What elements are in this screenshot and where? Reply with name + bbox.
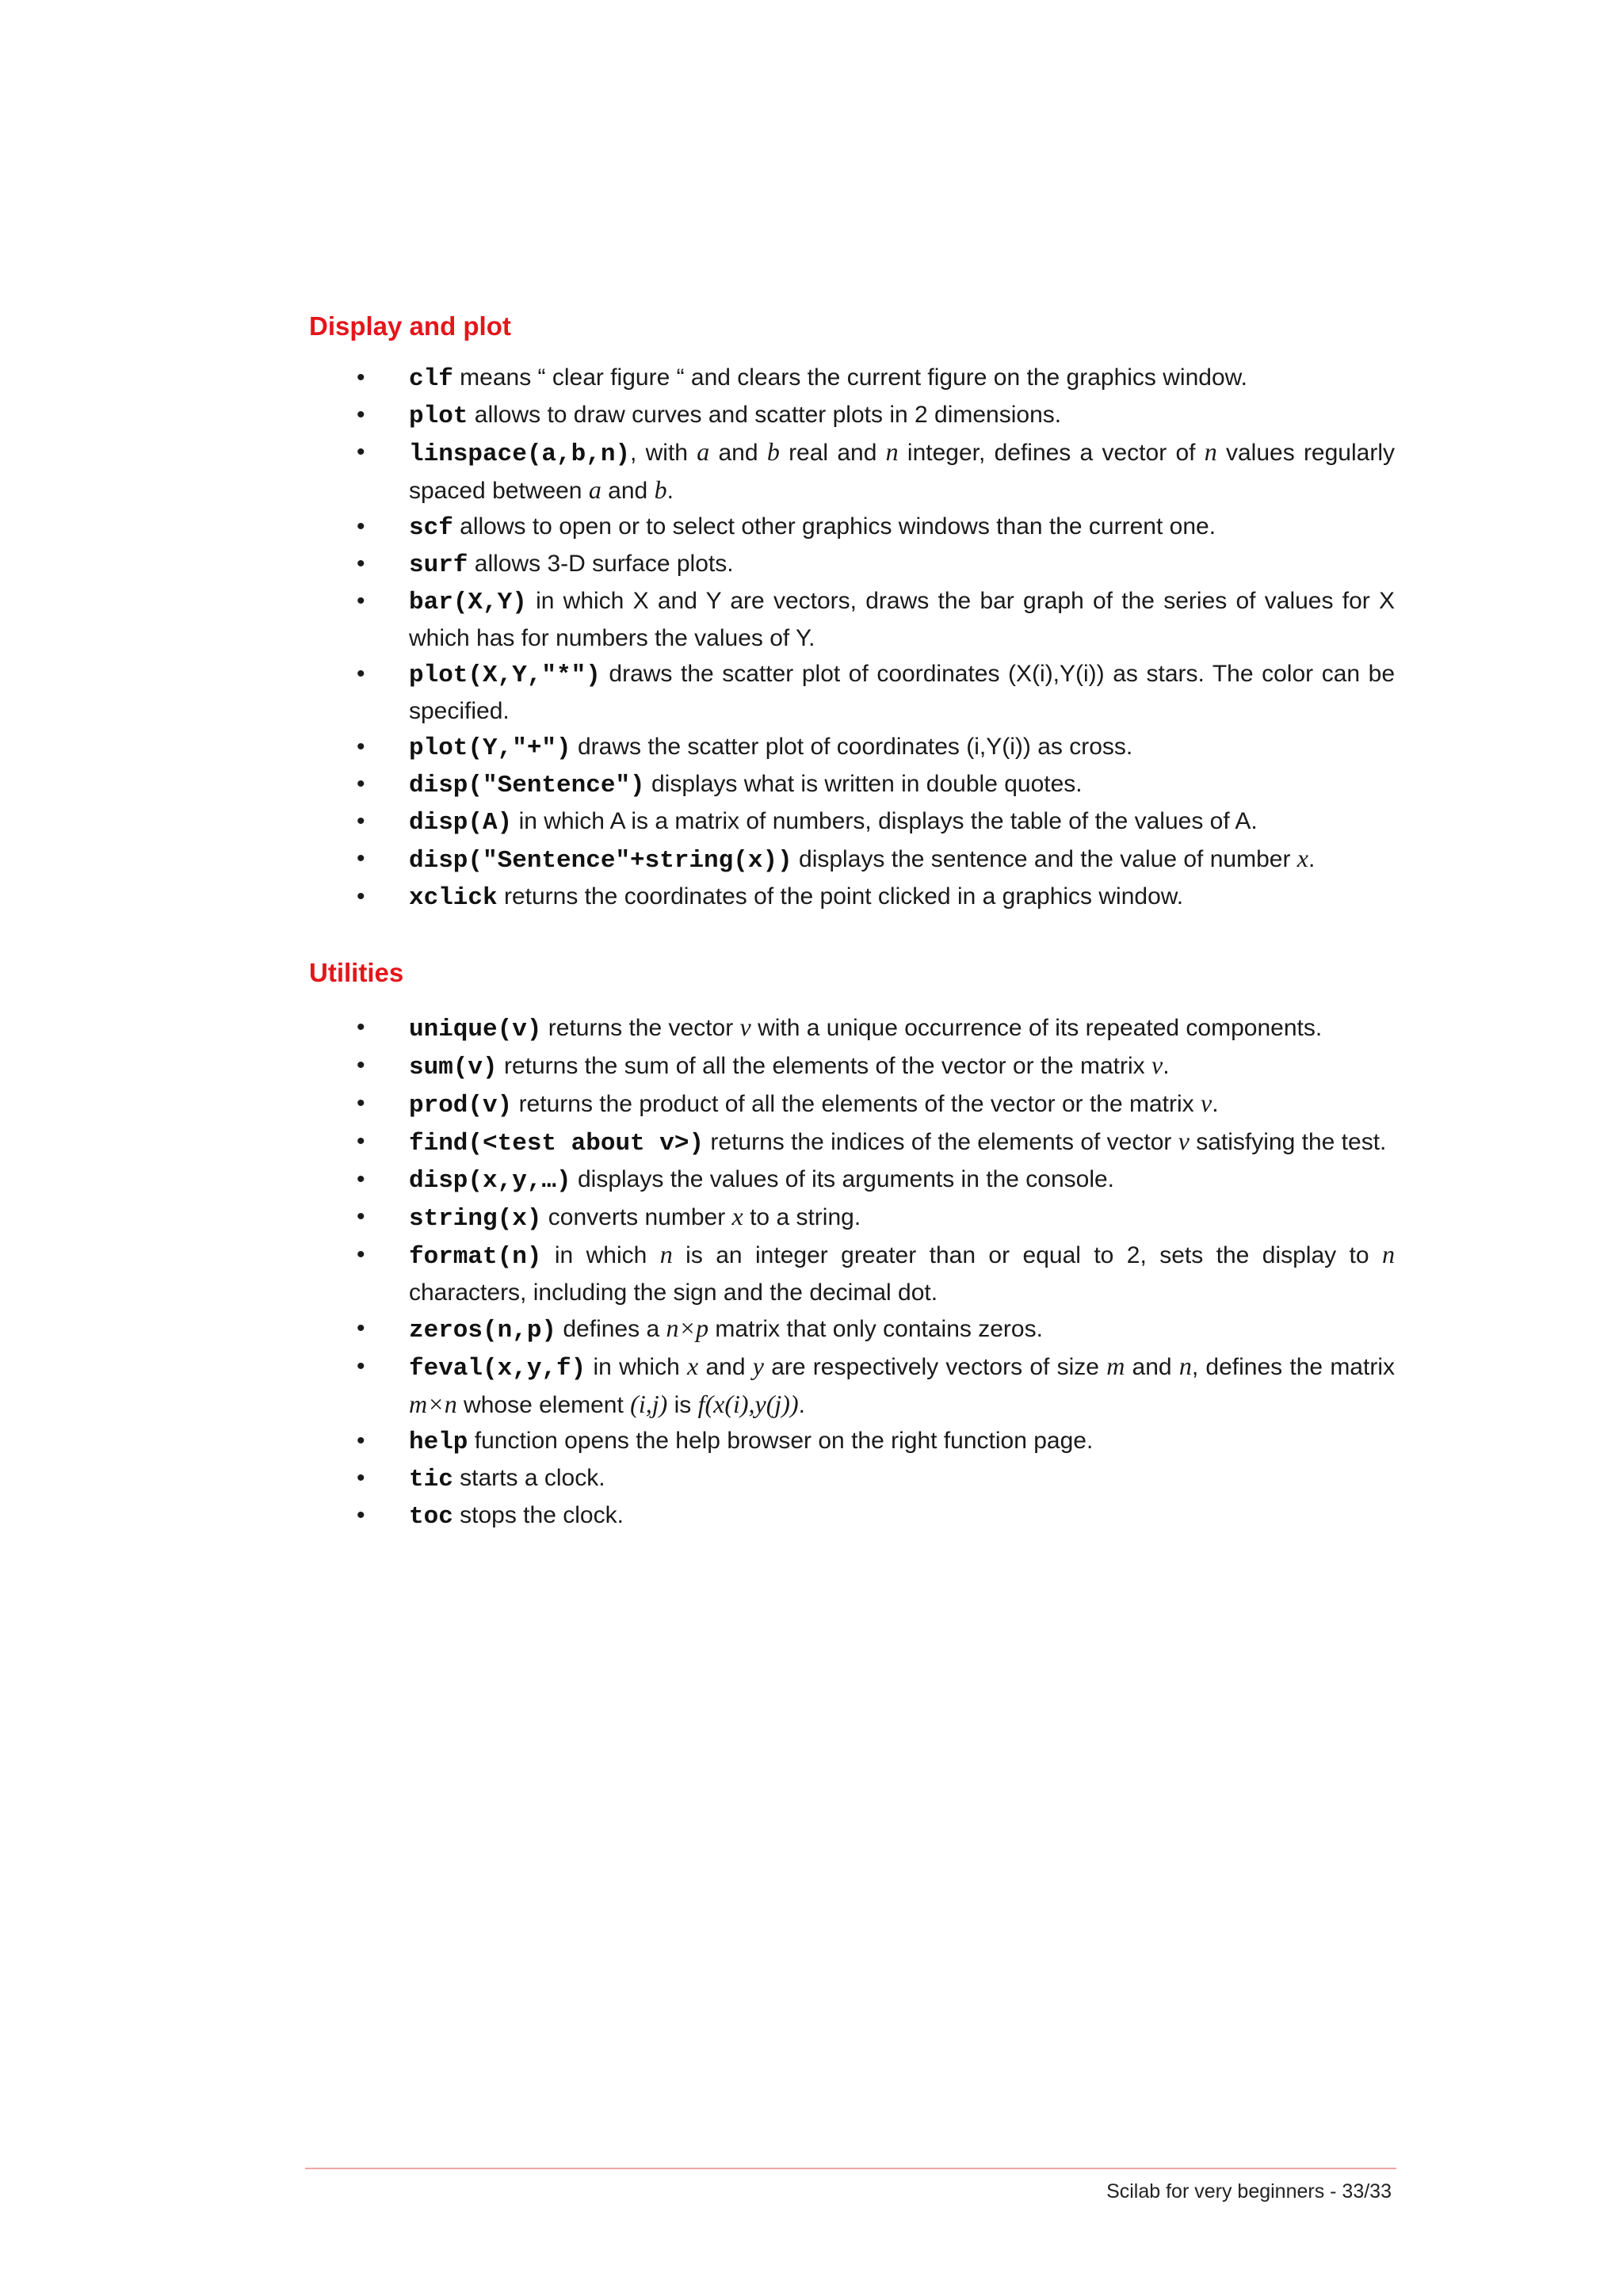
- page-footer: Scilab for very beginners - 33/33: [1106, 2180, 1392, 2203]
- bullet-icon: •: [357, 1014, 365, 1040]
- command-description: draws the scatter plot of coordinates (X(i),Y(i)) as stars. The color can be specified.: [409, 661, 1395, 724]
- bullet-icon: •: [357, 1128, 365, 1154]
- command-name: feval(x,y,f): [409, 1355, 586, 1383]
- list-item: [309, 1161, 1395, 1199]
- list-item: [309, 1310, 1395, 1348]
- command-description: returns the vector v with a unique occurrence of its repeated components.: [541, 1013, 1323, 1041]
- command-description: means “ clear figure “ and clears the current figure on the graphics window.: [453, 364, 1247, 391]
- command-name: sum(v): [409, 1054, 498, 1081]
- command-description: returns the indices of the elements of vector v satisfying the test.: [704, 1127, 1387, 1155]
- command-name: unique(v): [409, 1016, 542, 1043]
- command-description: displays the sentence and the value of number x.: [792, 844, 1316, 872]
- bullet-icon: •: [357, 808, 365, 834]
- bullet-icon: •: [357, 1052, 365, 1078]
- command-description: in which n is an integer greater than or equal to 2, sets the display to n characters, including the sign and the decimal dot.: [409, 1240, 1395, 1306]
- command-name: clf: [409, 365, 453, 393]
- bullet-icon: •: [357, 439, 365, 465]
- bullet-icon: •: [357, 402, 365, 428]
- command-description: allows 3-D surface plots.: [468, 551, 734, 577]
- command-description: converts number x to a string.: [541, 1202, 861, 1230]
- bullet-icon: •: [357, 1090, 365, 1116]
- bullet-icon: •: [357, 1203, 365, 1230]
- command-name: help: [409, 1428, 468, 1456]
- list-item: [309, 583, 1395, 656]
- command-description: allows to draw curves and scatter plots in 2 dimensions.: [468, 402, 1062, 428]
- list-item: [309, 766, 1395, 803]
- command-description: stops the clock.: [453, 1502, 624, 1528]
- command-description: in which X and Y are vectors, draws the bar graph of the series of values for X which has for numbers the values of Y.: [409, 588, 1395, 651]
- list-item: [309, 1348, 1395, 1423]
- section-title: Display and plot: [309, 311, 511, 341]
- bullet-icon: •: [357, 1241, 365, 1268]
- command-name: xclick: [409, 884, 498, 912]
- command-name: scf: [409, 514, 453, 542]
- list-item: [309, 1497, 1395, 1535]
- bullet-icon: •: [357, 1502, 365, 1528]
- bullet-icon: •: [357, 588, 365, 614]
- command-description: displays the values of its arguments in the console.: [571, 1166, 1115, 1192]
- list-item: [309, 803, 1395, 841]
- bullet-icon: •: [357, 513, 365, 540]
- list-item: [309, 1460, 1395, 1497]
- command-description: function opens the help browser on the right function page.: [468, 1428, 1094, 1454]
- section-utilities: [309, 957, 1395, 1535]
- bullet-icon: •: [357, 1166, 365, 1192]
- command-list: [309, 360, 1395, 916]
- command-name: linspace(a,b,n): [409, 441, 631, 468]
- command-name: string(x): [409, 1205, 542, 1233]
- command-description: allows to open or to select other graphics windows than the current one.: [453, 513, 1216, 540]
- bullet-icon: •: [357, 1428, 365, 1454]
- command-name: zeros(n,p): [409, 1317, 557, 1344]
- command-name: disp(A): [409, 809, 513, 837]
- command-name: plot: [409, 402, 468, 430]
- bullet-icon: •: [357, 1465, 365, 1491]
- bullet-icon: •: [357, 883, 365, 910]
- command-description: draws the scatter plot of coordinates (i,Y(i)) as cross.: [571, 734, 1133, 760]
- list-item: [309, 1123, 1395, 1161]
- list-item: [309, 656, 1395, 729]
- command-name: plot(Y,"+"): [409, 734, 571, 762]
- bullet-icon: •: [357, 1353, 365, 1379]
- list-item: [309, 1199, 1395, 1237]
- list-item: [309, 1085, 1395, 1123]
- command-name: find(<test about v>): [409, 1130, 705, 1158]
- list-item: [309, 397, 1395, 434]
- list-item: [309, 1047, 1395, 1085]
- list-item: [309, 546, 1395, 583]
- command-name: format(n): [409, 1243, 542, 1271]
- command-name: plot(X,Y,"*"): [409, 662, 601, 689]
- command-description: returns the coordinates of the point clicked in a graphics window.: [497, 883, 1184, 910]
- command-name: bar(X,Y): [409, 589, 527, 616]
- command-name: disp("Sentence"+string(x)): [409, 847, 792, 875]
- bullet-icon: •: [357, 845, 365, 871]
- list-item: [309, 1009, 1395, 1047]
- bullet-icon: •: [357, 661, 365, 687]
- command-description: , with a and b real and n integer, defines a vector of n values regularly spaced between a and b.: [409, 437, 1395, 504]
- command-description: displays what is written in double quotes.: [644, 771, 1083, 797]
- list-item: [309, 841, 1395, 879]
- list-item: [309, 509, 1395, 546]
- bullet-icon: •: [357, 1315, 365, 1341]
- command-name: disp("Sentence"): [409, 772, 645, 799]
- list-item: [309, 879, 1395, 916]
- section-display-and-plot: [309, 311, 1395, 916]
- command-name: toc: [409, 1503, 453, 1531]
- command-name: tic: [409, 1466, 453, 1493]
- bullet-icon: •: [357, 551, 365, 577]
- command-name: surf: [409, 551, 468, 579]
- bullet-icon: •: [357, 771, 365, 797]
- command-description: returns the product of all the elements of the vector or the matrix v.: [512, 1089, 1219, 1117]
- command-description: returns the sum of all the elements of the vector or the matrix v.: [497, 1051, 1170, 1079]
- command-description: in which A is a matrix of numbers, displays the table of the values of A.: [512, 808, 1258, 834]
- command-list: [309, 1009, 1395, 1535]
- list-item: [309, 1423, 1395, 1460]
- command-description: starts a clock.: [453, 1465, 605, 1491]
- command-name: prod(v): [409, 1092, 513, 1119]
- list-item: [309, 729, 1395, 766]
- footer-rule: [305, 2168, 1396, 2169]
- command-description: in which x and y are respectively vectors of size m and n, defines the matrix m×n whose element (i,j) is f(x(i),y(j)).: [409, 1352, 1395, 1418]
- list-item: [309, 1237, 1395, 1310]
- command-name: disp(x,y,…): [409, 1167, 571, 1195]
- bullet-icon: •: [357, 734, 365, 760]
- list-item: [309, 434, 1395, 509]
- command-description: defines a n×p matrix that only contains zeros.: [556, 1314, 1043, 1342]
- section-title: Utilities: [309, 958, 404, 987]
- bullet-icon: •: [357, 364, 365, 391]
- list-item: [309, 360, 1395, 397]
